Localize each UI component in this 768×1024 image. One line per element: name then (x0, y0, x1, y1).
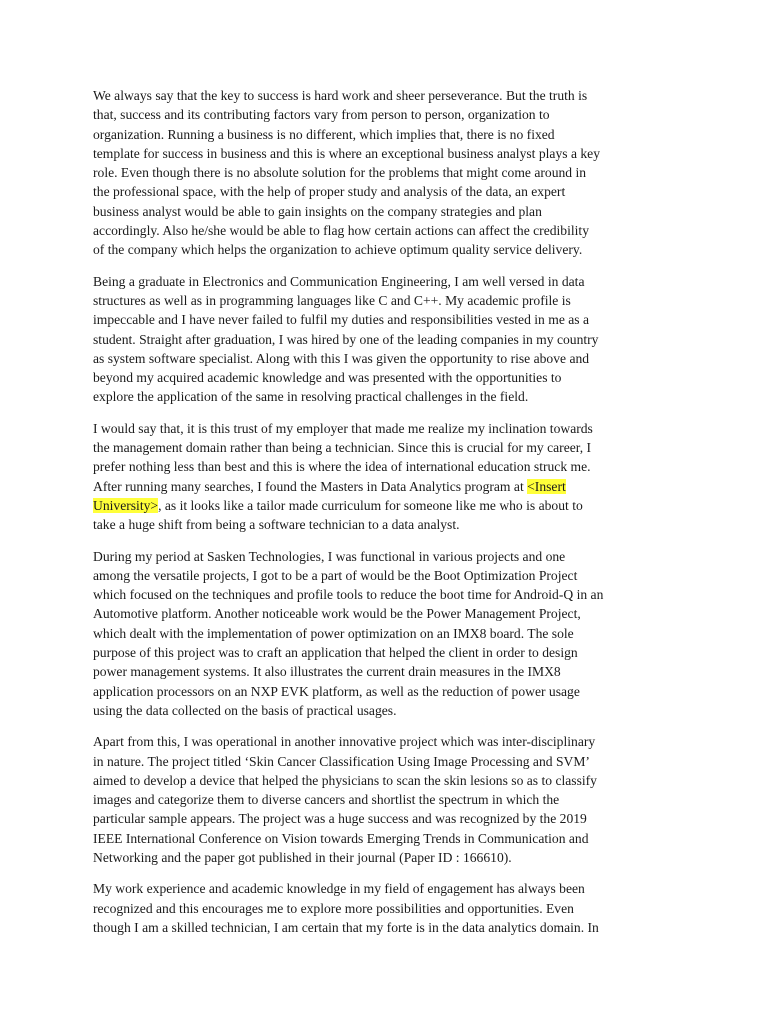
document-page (93, 86, 707, 949)
paragraph-3-after: , as it looks like a tailor made curriculum for someone like me who is about to take a huge shift from being a software technician to a data analyst. (93, 497, 583, 533)
highlight-insert-university-2: University> (93, 497, 159, 513)
highlight-insert-university-1: <Insert (527, 478, 566, 494)
paragraph-3 (93, 419, 707, 535)
paragraph-3-before: I would say that, it is this trust of my employer that made me realize my inclination towards the management domain rather than being a technician. Since this is crucial for my career, I prefer nothing less than best and this is where the idea of international education struck me. After running many searches, I found the Masters in Data Analytics program at (93, 420, 593, 494)
paragraph-4: During my period at Sasken Technologies, I was functional in various projects and one among the versatile projects, I got to be a part of would be the Boot Optimization Project which focused on the techniques and profile tools to reduce the boot time for Android-Q in an Automotive platform. Another noticeable work would be the Power Management Project, which dealt with the implementation of power optimization on an IMX8 board. The sole purpose of this project was to craft an application that helped the client in order to design power management systems. It also illustrates the current drain measures in the IMX8 application processors on an NXP EVK platform, as well as the reduction of power usage using the data collected on the basis of practical usages. (93, 548, 604, 718)
paragraph-6: My work experience and academic knowledge in my field of engagement has always been recognized and this encourages me to explore more possibilities and opportunities. Even though I am a skilled technician, I am certain that my forte is in the data analytics domain. In (93, 881, 599, 935)
paragraph-5: Apart from this, I was operational in another innovative project which was inter-disciplinary in nature. The project titled ‘Skin Cancer Classification Using Image Processing and SVM’ aimed to develop a device that helped the physicians to scan the skin lesions so as to classify images and categorize them to diverse cancers and shortlist the spectrum in which the particular sample appears. The project was a huge success and was recognized by the 2019 IEEE International Conference on Vision towards Emerging Trends in Communication and Networking and the paper got published in their journal (Paper ID : 166610). (93, 734, 597, 865)
paragraph-2: Being a graduate in Electronics and Communication Engineering, I am well versed in data structures as well as in programming languages like C and C++. My academic profile is impeccable and I have never failed to fulfil my duties and responsibilities vested in me as a student. Straight after graduation, I was hired by one of the leading companies in my country as system software specialist. Along with this I was given the opportunity to rise above and beyond my acquired academic knowledge and was presented with the opportunities to explore the application of the same in resolving practical challenges in the field. (93, 273, 599, 405)
paragraph-1: We always say that the key to success is hard work and sheer perseverance. But the truth is that, success and its contributing factors vary from person to person, organization to organization. Running a business is no different, which implies that, there is no fixed template for success in business and this is where an exceptional business analyst plays a key role. Even though there is no absolute solution for the problems that might come around in the professional space, with the help of proper study and analysis of the data, an expert business analyst would be able to gain insights on the company strategies and plan accordingly. Also he/she would be able to flag how certain actions can affect the credibility of the company which helps the organization to achieve optimum quality service delivery. (93, 88, 600, 258)
